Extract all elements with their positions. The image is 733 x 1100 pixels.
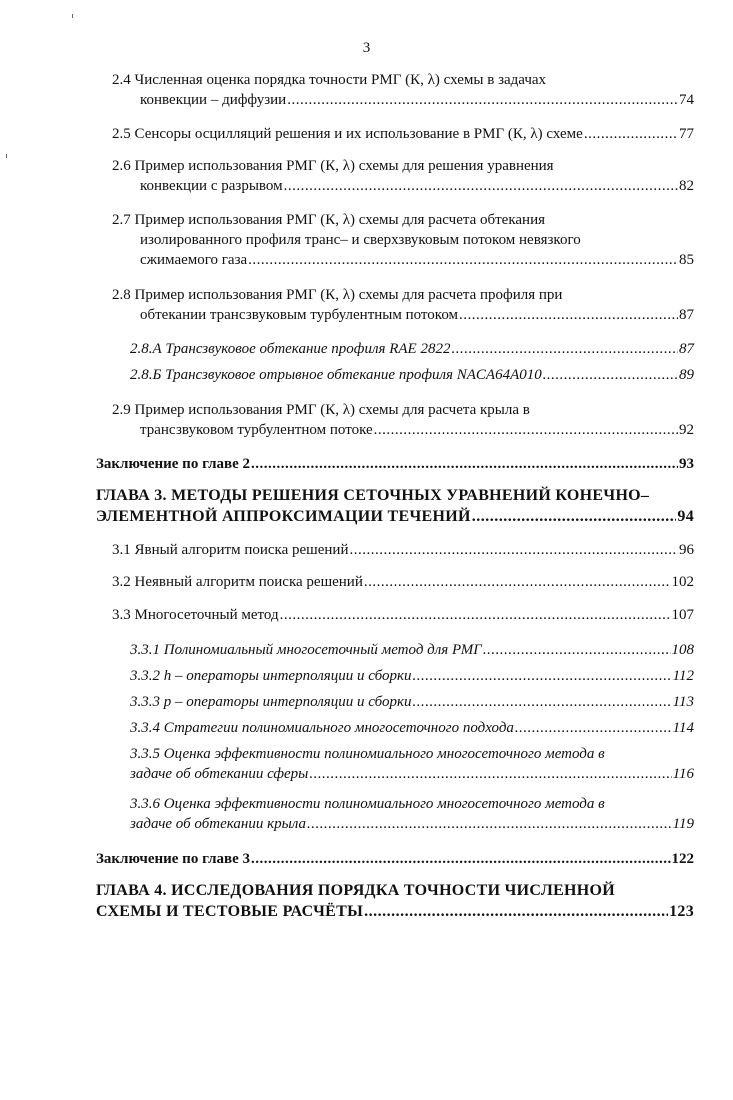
toc-page-number: 114 bbox=[672, 720, 694, 736]
toc-page-number: 74 bbox=[679, 92, 694, 108]
dot-leader bbox=[451, 339, 678, 359]
toc-entry-text: конвекции с разрывом bbox=[140, 178, 283, 194]
toc-entry-2-7[interactable] bbox=[112, 210, 694, 270]
toc-entry-3-3-2[interactable] bbox=[130, 666, 694, 686]
toc-entry-text: 2.7 Пример использования РМГ (К, λ) схемы для расчета обтекания bbox=[112, 212, 546, 228]
toc-page-number: 93 bbox=[679, 456, 694, 472]
scan-mark bbox=[6, 154, 7, 158]
toc-entry-2-8-a[interactable] bbox=[130, 339, 694, 359]
toc-entry-text: обтекании трансзвуковым турбулентным потоком bbox=[140, 307, 459, 323]
toc-entry-3-1[interactable] bbox=[112, 540, 694, 560]
dot-leader bbox=[483, 640, 671, 660]
toc-entry-2-4[interactable] bbox=[112, 70, 694, 110]
toc-page-number: 94 bbox=[677, 508, 694, 525]
toc-entry-text: 2.5 Сенсоры осцилляций решения и их использование в РМГ (К, λ) схеме bbox=[112, 126, 583, 142]
toc-entry-3-3-4[interactable] bbox=[130, 718, 694, 738]
toc-entry-3-3[interactable] bbox=[112, 605, 694, 625]
toc-entry-conclusion-3[interactable] bbox=[96, 849, 694, 869]
toc-entry-conclusion-2[interactable] bbox=[96, 454, 694, 474]
dot-leader bbox=[584, 124, 678, 144]
toc-entry-text: 3.3.2 h – операторы интерполяции и сборки bbox=[130, 668, 412, 684]
toc-page-number: 107 bbox=[671, 607, 694, 623]
page-number: 3 bbox=[362, 40, 371, 56]
dot-leader bbox=[280, 605, 671, 625]
toc-entry-text: задаче об обтекании крыла bbox=[130, 816, 306, 832]
toc-entry-3-3-3[interactable] bbox=[130, 692, 694, 712]
dot-leader bbox=[459, 305, 678, 325]
toc-entry-text: изолированного профиля транс– и сверхзвуковым потоком невязкого bbox=[140, 232, 581, 248]
toc-entry-text: 3.2 Неявный алгоритм поиска решений bbox=[112, 574, 363, 590]
dot-leader bbox=[251, 454, 678, 474]
toc-page-number: 123 bbox=[669, 903, 694, 920]
toc-entry-text: 3.3.4 Стратегии полиномиального многосеточного подхода bbox=[130, 720, 514, 736]
toc-entry-text: 3.3.6 Оценка эффективности полиномиального многосеточного метода в bbox=[130, 796, 605, 812]
toc-entry-text: трансзвуковом турбулентном потоке bbox=[140, 422, 373, 438]
toc-entry-text: СХЕМЫ И ТЕСТОВЫЕ РАСЧЁТЫ bbox=[96, 903, 364, 920]
toc-page-number: 113 bbox=[672, 694, 694, 710]
toc-entry-text: 2.6 Пример использования РМГ (К, λ) схемы для решения уравнения bbox=[112, 158, 554, 174]
toc-entry-chapter-4[interactable] bbox=[96, 880, 694, 922]
dot-leader bbox=[515, 718, 672, 738]
dot-leader bbox=[413, 692, 672, 712]
toc-entry-text: сжимаемого газа bbox=[140, 252, 248, 268]
toc-entry-text: 3.3.3 p – операторы интерполяции и сборки bbox=[130, 694, 412, 710]
toc-entry-text: 3.3 Многосеточный метод bbox=[112, 607, 279, 623]
toc-entry-text: 2.9 Пример использования РМГ (К, λ) схемы для расчета крыла в bbox=[112, 402, 530, 418]
toc-page-number: 85 bbox=[679, 252, 694, 268]
dot-leader bbox=[374, 420, 678, 440]
toc-page-number: 87 bbox=[679, 341, 694, 357]
toc-entry-text: 2.4 Численная оценка порядка точности РМГ (К, λ) схемы в задачах bbox=[112, 72, 547, 88]
dot-leader bbox=[307, 814, 672, 834]
toc-entry-3-3-5[interactable] bbox=[130, 744, 694, 784]
toc-entry-text: 2.8 Пример использования РМГ (К, λ) схемы для расчета профиля при bbox=[112, 287, 563, 303]
dot-leader bbox=[543, 365, 678, 385]
toc-page-number: 82 bbox=[679, 178, 694, 194]
toc-entry-text: Заключение по главе 2 bbox=[96, 456, 251, 472]
toc-page-number: 112 bbox=[672, 668, 694, 684]
toc-page-number: 87 bbox=[679, 307, 694, 323]
dot-leader bbox=[349, 540, 678, 560]
dot-leader bbox=[287, 90, 678, 110]
toc-entry-text: 3.3.1 Полиномиальный многосеточный метод для РМГ bbox=[130, 642, 482, 658]
toc-entry-2-6[interactable] bbox=[112, 156, 694, 196]
toc-entry-2-8-b[interactable] bbox=[130, 365, 694, 385]
toc-entry-text: ГЛАВА 4. ИССЛЕДОВАНИЯ ПОРЯДКА ТОЧНОСТИ ЧИСЛЕННОЙ bbox=[96, 882, 616, 899]
toc-page-number: 92 bbox=[679, 422, 694, 438]
toc-page-number: 77 bbox=[679, 126, 694, 142]
dot-leader bbox=[472, 506, 677, 527]
toc-page-number: 108 bbox=[671, 642, 694, 658]
toc-entry-2-9[interactable] bbox=[112, 400, 694, 440]
toc-entry-2-8[interactable] bbox=[112, 285, 694, 325]
toc-page-number: 102 bbox=[671, 574, 694, 590]
toc-page-number: 122 bbox=[671, 851, 694, 867]
toc-entry-text: 2.8.А Трансзвуковое обтекание профиля RAE 2822 bbox=[130, 341, 451, 357]
dot-leader bbox=[251, 849, 670, 869]
toc-entry-text: задаче об обтекании сферы bbox=[130, 766, 309, 782]
toc-entry-text: Заключение по главе 3 bbox=[96, 851, 251, 867]
toc-entry-chapter-3[interactable] bbox=[96, 485, 694, 527]
toc-entry-3-2[interactable] bbox=[112, 572, 694, 592]
toc-entry-2-5[interactable] bbox=[112, 124, 694, 144]
dot-leader bbox=[413, 666, 672, 686]
toc-entry-text: 2.8.Б Трансзвуковое отрывное обтекание профиля NACA64A010 bbox=[130, 367, 542, 383]
toc-entry-3-3-1[interactable] bbox=[130, 640, 694, 660]
dot-leader bbox=[284, 176, 678, 196]
toc-page-number: 89 bbox=[679, 367, 694, 383]
toc-page-number: 116 bbox=[672, 766, 694, 782]
toc-entry-3-3-6[interactable] bbox=[130, 794, 694, 834]
dot-leader bbox=[364, 901, 668, 922]
dot-leader bbox=[309, 764, 671, 784]
toc-page-number: 96 bbox=[679, 542, 694, 558]
toc-entry-text: 3.1 Явный алгоритм поиска решений bbox=[112, 542, 349, 558]
scan-mark bbox=[72, 14, 73, 18]
toc-entry-text: 3.3.5 Оценка эффективности полиномиального многосеточного метода в bbox=[130, 746, 605, 762]
dot-leader bbox=[364, 572, 671, 592]
toc-entry-text: ЭЛЕМЕНТНОЙ АППРОКСИМАЦИИ ТЕЧЕНИЙ bbox=[96, 508, 471, 525]
toc-entry-text: конвекции – диффузии bbox=[140, 92, 287, 108]
dot-leader bbox=[248, 250, 678, 270]
toc-page-number: 119 bbox=[672, 816, 694, 832]
toc-entry-text: ГЛАВА 3. МЕТОДЫ РЕШЕНИЯ СЕТОЧНЫХ УРАВНЕНИЙ КОНЕЧНО– bbox=[96, 487, 650, 504]
